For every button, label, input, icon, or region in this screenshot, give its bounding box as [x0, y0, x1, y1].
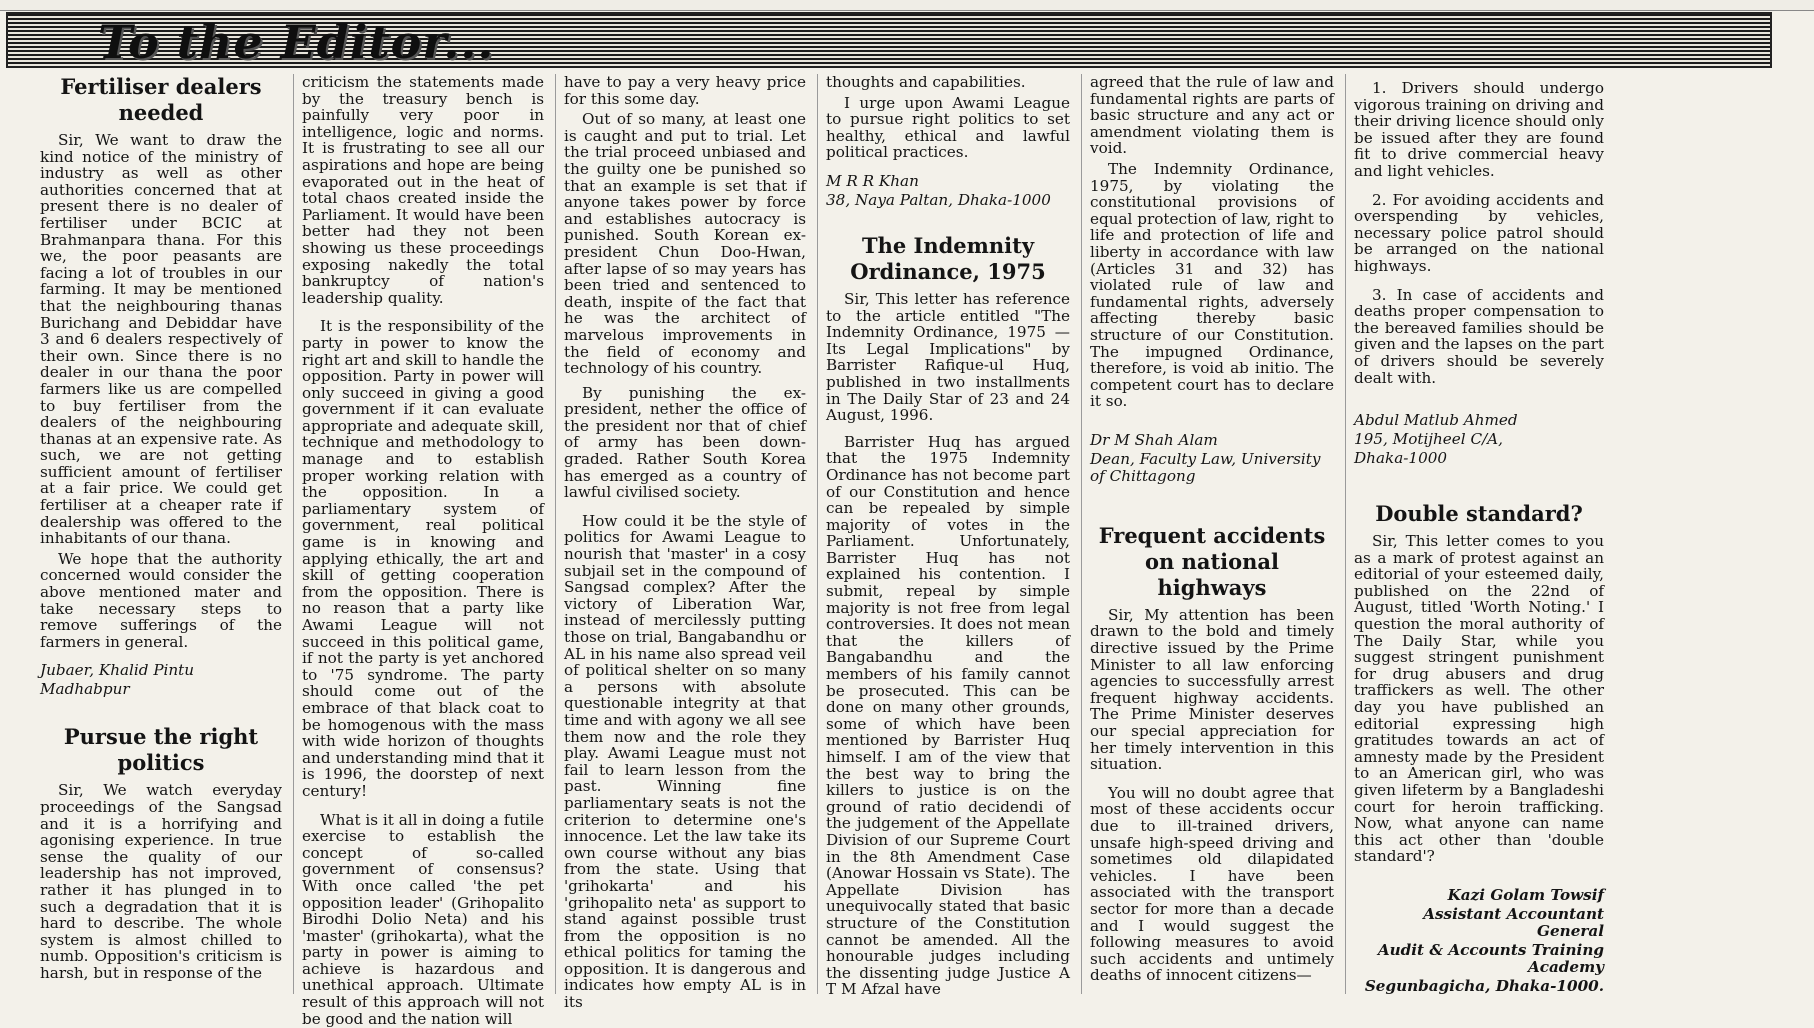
signature-name: Abdul Matlub Ahmed — [1354, 411, 1518, 430]
letter-paragraph: agreed that the rule of law and fundamental rights are parts of basic structure and any act or amendment violating them is void. — [1090, 73, 1334, 158]
spacer — [826, 211, 1070, 233]
signature-place: 38, Naya Paltan, Dhaka-1000 — [826, 190, 1051, 209]
letter-paragraph: By punishing the ex-president, nether the office of the president nor that of chief of army has been down-graded. Rather South Korea has emerged as a country of lawful civilised society. — [564, 383, 806, 502]
letter-paragraph: criticism the statements made by the treasury bench is painfully very poor in intelligence, logic and norms. It is frustrating to see all our aspirations and hope are being evaporated out in the heat of total chaos created inside the Parliament. It would have been better had they not been showing us these proceedings exposing nakedly the total bankruptcy of nation's leadership quality. — [302, 73, 544, 307]
letter-paragraph: How could it be the style of politics for Awami League to nourish that 'master' in a cosy subjail set in the compound of Sangsad complex? After the victory of Liberation War, instead of mercilessly putting those on trial, Bangabandhu or AL in his name also spread veil of political shelter on so many a persons with absolute questionable integrity at that time and with agony we all see them now and the role they play. Awami League must not fail to learn lesson from the past. Winning fine parliamentary seats is not the criterion to determine one's innocence. Let the law take its own course without any bias from the state. Using that 'grihokarta' and his 'grihopalito neta' as support to stand against possible trust from the opposition is no ethical politics for taming the opposition. It is dangerous and indicates how empty AL is in its — [564, 511, 806, 1012]
signature-name: Kazi Golam Towsif — [1447, 885, 1604, 904]
suggestion-item: 2. For avoiding accidents and overspending by vehicles, necessary police patrol should be arranged on the national highways. — [1354, 190, 1604, 275]
letter-paragraph: have to pay a very heavy price for this some day. — [564, 73, 806, 108]
signature-place: Segunbagicha, Dhaka-1000. — [1364, 976, 1604, 995]
letter-paragraph: Sir, We watch everyday proceedings of the Sangsad and it is a horrifying and agonising experience. In true sense the quality of our leadership has not improved, rather it has plunged in to such a degradation that it is hard to describe. The whole system is almost chilled to numb. Opposition's criticism is harsh, but in response of the — [40, 781, 282, 982]
section-banner — [6, 12, 1772, 68]
column-divider — [555, 74, 556, 994]
signature-place: 195, Motijheel C/A, — [1354, 430, 1503, 449]
letter-paragraph: Barrister Huq has argued that the 1975 Indemnity Ordinance has not become part of our Constitution and hence can be repealed by simple majority of votes in the Parliament. Unfortunately, Barrister Huq has not explained his contention. I submit, repeal by simple majority is not free from legal controversies. It does not mean that the killers of Bangabandhu and the members of his family cannot be prosecuted. This can be done on many other grounds, some of which have been mentioned by Barrister Huq himself. I am of the view that the best way to bring the killers to justice is on the ground of ratio decidendi of the judgement of the Appellate Division of our Supreme Court in the 8th Amendment Case (Anowar Hossain vs State). The Appellate Division has unequivocally stated that basic structure of the Constitution cannot be amended. All the honourable judges including the dissenting judge Justice A T M Afzal have — [826, 432, 1070, 999]
spacer — [40, 700, 282, 724]
letter-paragraph: What is it all in doing a futile exercise to establish the concept of so-called government of consensus? With once called 'the pet opposition leader' (Grihopalito Birodhi Dolio Neta) and his 'master' (grihokarta), what the party in power is aiming to achieve is hazardous and unethical approach. Ultimate result of this approach will not be good and the nation will — [302, 810, 544, 1028]
signature-place: Madhabpur — [40, 680, 130, 699]
signature-title: Assistant Accountant General — [1423, 904, 1604, 940]
top-strip — [0, 0, 1814, 11]
letter-paragraph: You will no doubt agree that most of these accidents occur due to ill-trained drivers, unsafe high-speed driving and sometimes old dilapidated vehicles. I have been associated with the transport sector for more than a decade and I would suggest the following measures to avoid such accidents and untimely deaths of innocent citizens— — [1090, 783, 1334, 985]
signature-place: Dhaka-1000 — [1354, 449, 1448, 468]
suggestion-item: 1. Drivers should undergo vigorous training on driving and their driving licence should only be issued after they are found fit to drive commercial heavy and light vehicles. — [1354, 79, 1604, 180]
spacer — [1354, 469, 1604, 501]
column-1 — [40, 74, 282, 994]
letter-paragraph: Sir, This letter comes to you as a mark of protest against an editorial of your esteemed daily, published on the 22nd of August, titled 'Worth Noting.' I question the moral authority of The Daily Star, while you suggest stringent punishment for drug abusers and drug traffickers as well. The other day you have published an editorial expressing high gratitudes towards an act of amnesty made by the President to an American girl, who was given lifeterm by a Bangladeshi court for heroin trafficking. Now, what anyone can name this act other than 'double standard'? — [1354, 532, 1604, 866]
column-2 — [302, 73, 544, 1028]
headline-indemnity: The Indemnity Ordinance, 1975 — [850, 232, 1046, 284]
signature-name: Dr M Shah Alam — [1090, 430, 1218, 449]
column-3 — [564, 73, 806, 1012]
letter-paragraph: Sir, We want to draw the kind notice of the ministry of industry as well as other authorities concerned that at present there is no dealer of fertiliser under BCIC at Brahmanpara thana. For this we, the poor peasants are facing a lot of troubles in our farming. It may be mentioned that the neighbouring thanas Burichang and Debiddar have 3 and 6 dealers respectively of their own. Since there is no dealer in our thana the poor farmers like us are compelled to buy fertiliser from the dealers of the neighbouring thanas at an expensive rate. As such, we are not getting sufficient amount of fertiliser at a fair price. We could get fertiliser at a cheaper rate if dealership was offered to the inhabitants of our thana. — [40, 131, 282, 548]
spacer — [1090, 487, 1334, 523]
letter-paragraph: Sir, My attention has been drawn to the bold and timely directive issued by the Prime Minister to all law enforcing agencies to successfully arrest frequent highway accidents. The Prime Minister deserves our special appreciation for her timely intervention in this situation. — [1090, 605, 1334, 774]
column-4 — [826, 73, 1070, 999]
signature-name: Jubaer, Khalid Pintu — [40, 661, 195, 680]
headline-politics: Pursue the right politics — [63, 724, 259, 776]
letter-paragraph: The Indemnity Ordinance, 1975, by violating the constitutional provisions of equal protection of law, right to life and protection of life and liberty in accordance with law (Articles 31 and 32) has violated rule of law and fundamental rights, adversely affecting thereby basic structure of our Constitution. The impugned Ordinance, therefore, is void ab initio. The competent court has to declare it so. — [1090, 159, 1334, 411]
headline-double-standard: Double standard? — [1375, 501, 1583, 527]
letter-paragraph: I urge upon Awami League to pursue right politics to set healthy, ethical and lawful political practices. — [826, 93, 1070, 162]
letter-paragraph: thoughts and capabilities. — [826, 73, 1026, 91]
letter-paragraph: We hope that the authority concerned would consider the above mentioned mater and take necessary steps to remove sufferings of the farmers in general. — [40, 549, 282, 651]
letter-paragraph: Out of so many, at least one is caught and put to trial. Let the trial proceed unbiased and the guilty one be punished so that an example is set that if anyone takes power by force and establishes autocracy is punished. South Korean ex-president Chun Doo-Hwan, after lapse of so may years has been tried and sentenced to death, inspite of the fact that he was the architect of marvelous improvements in the field of economy and technology of his country. — [564, 110, 806, 378]
signature-name: M R R Khan — [826, 171, 919, 190]
column-divider — [293, 74, 294, 994]
section-title: To the Editor... — [98, 15, 495, 69]
suggestion-item: 3. In case of accidents and deaths proper compensation to the bereaved families should be given and the lapses on the part of drivers should be severely dealt with. — [1354, 285, 1604, 387]
letter-paragraph: Sir, This letter has reference to the article entitled "The Indemnity Ordinance, 1975 — Its Legal Implications" by Barrister Rafique-ul Huq, published in two installments in The Daily Star of 23 and 24 August, 1996. — [826, 289, 1070, 425]
headline-fertiliser: Fertiliser dealers needed — [60, 74, 262, 125]
column-5 — [1090, 74, 1334, 994]
letter-paragraph: It is the responsibility of the party in power to know the right art and skill to handle the opposition. Party in power will only succeed in giving a good government if it can evaluate appropriate and adequate skill, technique and methodology to manage and to establish proper working relation with the opposition. In a parliamentary system of government, real political game is in knowing and applying ethically, the art and skill of getting cooperation from the opposition. There is no reason that a party like Awami League will not succeed in this political game, if not the party is yet anchored to '75 syndrome. The party should come out of the embrace of that black coat to be homogenous with the mass with wide horizon of thoughts and understanding mind that it is 1996, the doorstep of next century! — [302, 317, 544, 800]
headline-accidents: Frequent accidents on national highways — [1098, 522, 1326, 600]
column-divider — [1345, 74, 1346, 994]
column-6 — [1354, 74, 1604, 994]
signature-place: Dean, Faculty Law, University of Chittagong — [1090, 449, 1321, 485]
signature-title: Audit & Accounts Training Academy — [1377, 940, 1604, 976]
column-divider — [1081, 74, 1082, 994]
column-divider — [817, 74, 818, 994]
